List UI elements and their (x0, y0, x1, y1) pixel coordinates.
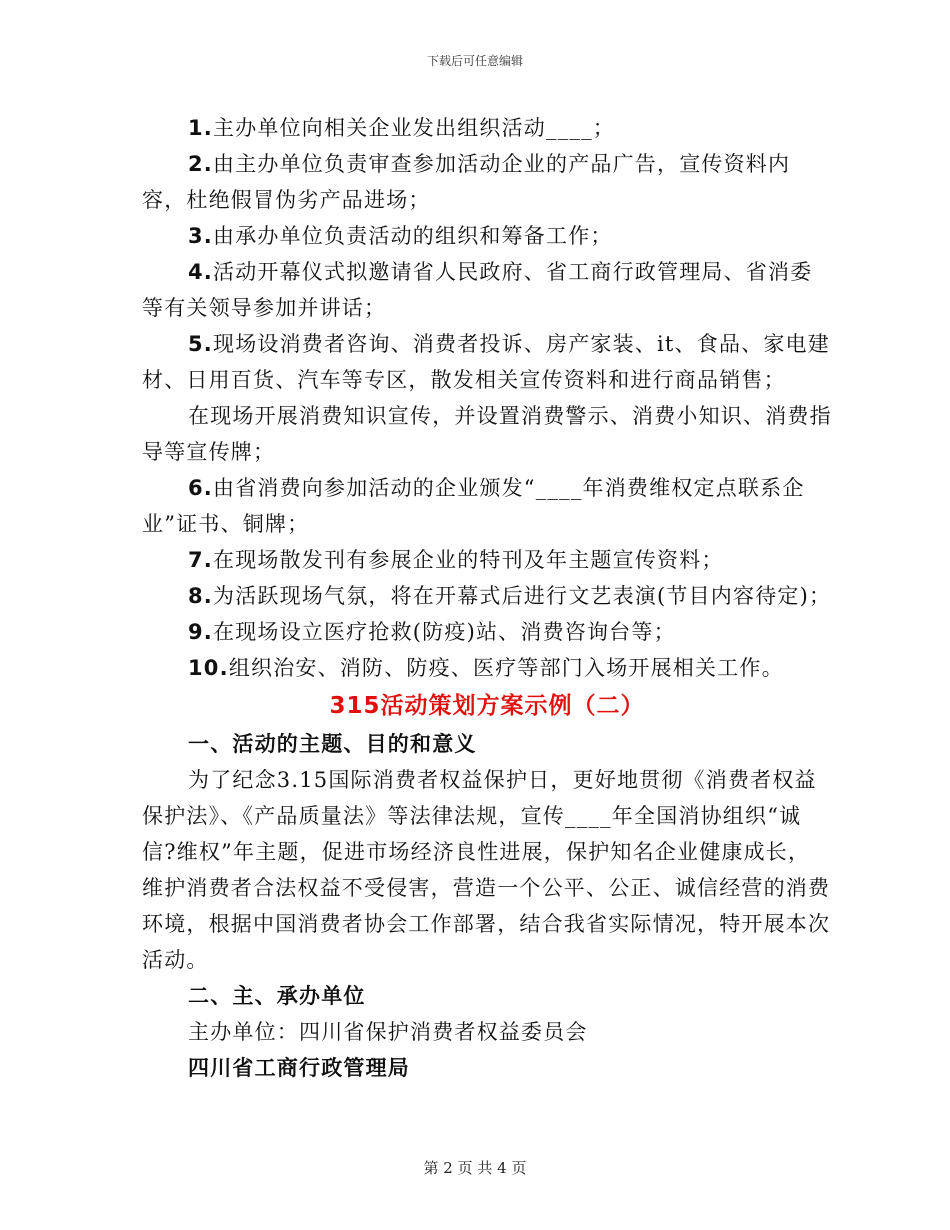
item-number: 3. (188, 224, 213, 248)
item-number: 10. (188, 656, 229, 680)
list-item (142, 326, 832, 398)
item-text: 在现场散发刊有参展企业的特刊及年主题宣传资料； (213, 548, 724, 572)
section-title: 315活动策划方案示例（二） (329, 693, 645, 719)
organizer-line: 主办单位：四川省保护消费者权益委员会 (188, 1020, 588, 1044)
list-item (142, 614, 832, 650)
item-text: 组织治安、消防、防疫、医疗等部门入场开展相关工作。 (228, 656, 784, 680)
list-item (142, 542, 832, 578)
item-number: 7. (188, 548, 213, 572)
list-item (142, 470, 832, 542)
list-item (142, 110, 832, 146)
page-footer: 第 2 页 共 4 页 (423, 1159, 527, 1177)
item-number: 8. (188, 584, 213, 608)
list-item (142, 146, 832, 218)
item-number: 6. (188, 476, 213, 500)
co-organizer-line: 四川省工商行政管理局 (188, 1056, 410, 1080)
list-item (142, 578, 832, 614)
item-text: 由主办单位负责审查参加活动企业的产品广告，宣传资料内容，杜绝假冒伪劣产品进场； (142, 152, 791, 212)
item-number: 1. (188, 116, 213, 140)
item-text: 在现场开展消费知识宣传，并设置消费警示、消费小知识、消费指导等宣传牌； (142, 404, 832, 464)
item-text: 为活跃现场气氛，将在开幕式后进行文艺表演(节目内容待定)； (213, 584, 832, 608)
section-paragraph: 为了纪念3.15国际消费者权益保护日，更好地贯彻《消费者权益保护法》、《产品质量法》等法律法规，宣传____年全国消协组织“诚信?维权”年主题，促进市场经济良性进展，保护知名企业健康成长，维护消费者合法权益不受侵害，营造一个公平、公正、诚信经营的消费环境，根据中国消费者协会工作部署，结合我省实际情况，特开展本次活动。 (142, 768, 831, 972)
item-number: 4. (188, 260, 213, 284)
list-item (142, 398, 832, 470)
item-text: 现场设消费者咨询、消费者投诉、房产家装、it、食品、家电建材、日用百货、汽车等专区，散发相关宣传资料和进行商品销售； (142, 332, 830, 392)
list-item (142, 650, 832, 686)
item-text: 由省消费向参加活动的企业颁发“____年消费维权定点联系企业”证书、铜牌； (142, 476, 805, 536)
section-heading: 二、主、承办单位 (188, 984, 366, 1008)
item-text: 由承办单位负责活动的组织和筹备工作； (213, 224, 613, 248)
item-number: 9. (188, 620, 213, 644)
item-text: 活动开幕仪式拟邀请省人民政府、省工商行政管理局、省消委等有关领导参加并讲话； (142, 260, 813, 320)
page-header: 下载后可任意编辑 (426, 54, 523, 68)
item-text: 主办单位向相关企业发出组织活动____； (213, 116, 615, 140)
section-heading: 一、活动的主题、目的和意义 (188, 732, 477, 756)
document-body (142, 110, 832, 1086)
item-number: 5. (188, 332, 213, 356)
list-item (142, 254, 832, 326)
item-number: 2. (188, 152, 213, 176)
item-text: 在现场设立医疗抢救(防疫)站、消费咨询台等； (213, 620, 676, 644)
list-item (142, 218, 832, 254)
